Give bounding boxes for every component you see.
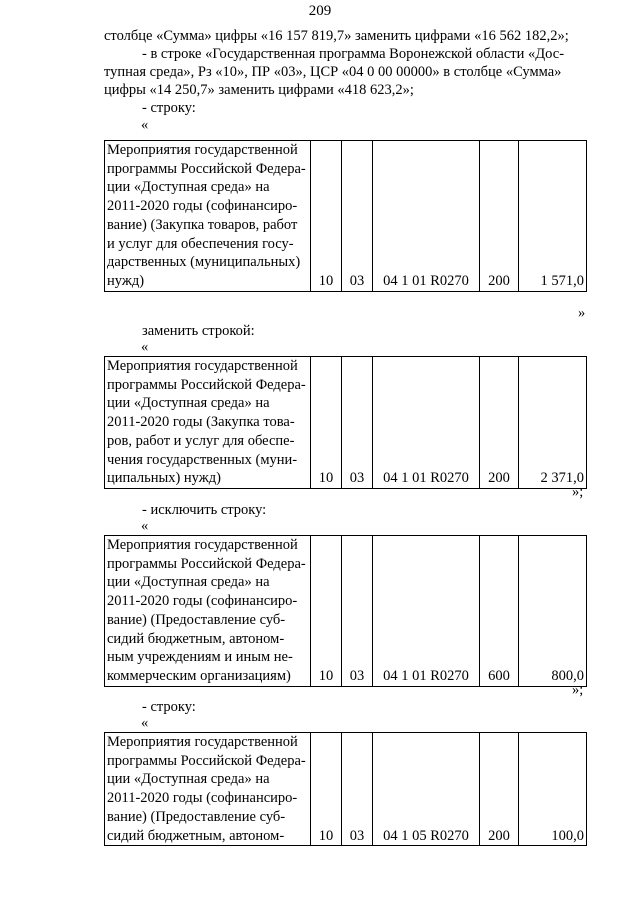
intro-line-4: цифры «14 250,7» заменить цифрами «418 623,2»; [104, 82, 414, 98]
table-row [105, 141, 587, 292]
vr-cell: 200 [480, 357, 519, 489]
name-line: 2011-2020 годы (софинансиро- [107, 593, 298, 610]
name-line: 2011-2020 годы (софинансиро- [107, 198, 298, 215]
csr-cell: 04 1 01 R0270 [373, 536, 480, 687]
name-line: и услуг для обеспечения госу- [107, 235, 294, 252]
name-line: ципальных) нужд) [107, 470, 221, 487]
name-line: ции «Доступная среда» на [107, 179, 270, 196]
name-line: программы Российской Федера- [107, 752, 306, 769]
open-quote-3: « [141, 518, 149, 534]
name-line: сидий бюджетным, автоном- [107, 630, 285, 647]
table-2 [104, 356, 587, 489]
table-row [105, 733, 587, 846]
close-quote-3: »; [572, 682, 584, 698]
name-line: вание) (Закупка товаров, работ [107, 216, 298, 233]
row-name-cell [105, 733, 311, 846]
name-line: ным учреждениям и иным не- [107, 649, 293, 666]
sum-cell: 2 371,0 [519, 357, 587, 489]
row-name-cell [105, 357, 311, 489]
replace-label: заменить строкой: [142, 323, 255, 339]
name-line: ции «Доступная среда» на [107, 574, 270, 591]
name-line: дарственных (муниципальных) [107, 254, 301, 271]
sum-cell: 100,0 [519, 733, 587, 846]
table-row [105, 536, 587, 687]
name-line: программы Российской Федера- [107, 376, 306, 393]
vr-cell: 200 [480, 141, 519, 292]
name-line: коммерческим организациям) [107, 667, 291, 684]
exclude-label: - исключить строку: [142, 502, 267, 518]
vr-cell: 200 [480, 733, 519, 846]
name-line: 2011-2020 годы (софинансиро- [107, 790, 298, 807]
open-quote-4: « [141, 715, 149, 731]
pr-cell: 03 [342, 141, 373, 292]
open-quote-1: « [141, 117, 149, 133]
name-line: программы Российской Федера- [107, 160, 306, 177]
name-line: программы Российской Федера- [107, 555, 306, 572]
intro-line-2: - в строке «Государственная программа Воронежской области «Дос- [142, 46, 565, 62]
intro-line-5: - строку: [142, 100, 196, 116]
rz-cell: 10 [311, 141, 342, 292]
pr-cell: 03 [342, 536, 373, 687]
name-line: вание) (Предоставление суб- [107, 611, 286, 628]
name-line: нужд) [107, 272, 145, 289]
csr-cell: 04 1 01 R0270 [373, 141, 480, 292]
name-line: Мероприятия государственной [107, 537, 298, 553]
name-line: Мероприятия государственной [107, 358, 298, 374]
pr-cell: 03 [342, 357, 373, 489]
csr-cell: 04 1 05 R0270 [373, 733, 480, 846]
name-line: ции «Доступная среда» на [107, 395, 270, 412]
name-line: 2011-2020 годы (Закупка това- [107, 414, 295, 431]
csr-cell: 04 1 01 R0270 [373, 357, 480, 489]
name-line: Мероприятия государственной [107, 142, 298, 158]
open-quote-2: « [141, 339, 149, 355]
name-line: ров, работ и услуг для обеспе- [107, 432, 295, 449]
row-label: - строку: [142, 699, 196, 715]
table-row [105, 357, 587, 489]
name-line: вание) (Предоставление суб- [107, 808, 286, 825]
name-line: сидий бюджетным, автоном- [107, 827, 285, 844]
intro-line-3: тупная среда», Рз «10», ПР «03», ЦСР «04 0 00 00000» в столбце «Сумма» [104, 64, 562, 80]
table-1 [104, 140, 587, 292]
intro-line-1: столбце «Сумма» цифры «16 157 819,7» заменить цифрами «16 562 182,2»; [104, 28, 569, 44]
pr-cell: 03 [342, 733, 373, 846]
close-quote-2: »; [572, 484, 584, 500]
row-name-cell [105, 536, 311, 687]
name-line: Мероприятия государственной [107, 734, 298, 750]
rz-cell: 10 [311, 536, 342, 687]
sum-cell: 800,0 [519, 536, 587, 687]
vr-cell: 600 [480, 536, 519, 687]
close-quote-1: » [578, 305, 586, 321]
page-number: 209 [308, 3, 332, 19]
sum-cell: 1 571,0 [519, 141, 587, 292]
table-3 [104, 535, 587, 687]
rz-cell: 10 [311, 733, 342, 846]
name-line: чения государственных (муни- [107, 451, 298, 468]
rz-cell: 10 [311, 357, 342, 489]
row-name-cell [105, 141, 311, 292]
name-line: ции «Доступная среда» на [107, 771, 270, 788]
table-4 [104, 732, 587, 846]
